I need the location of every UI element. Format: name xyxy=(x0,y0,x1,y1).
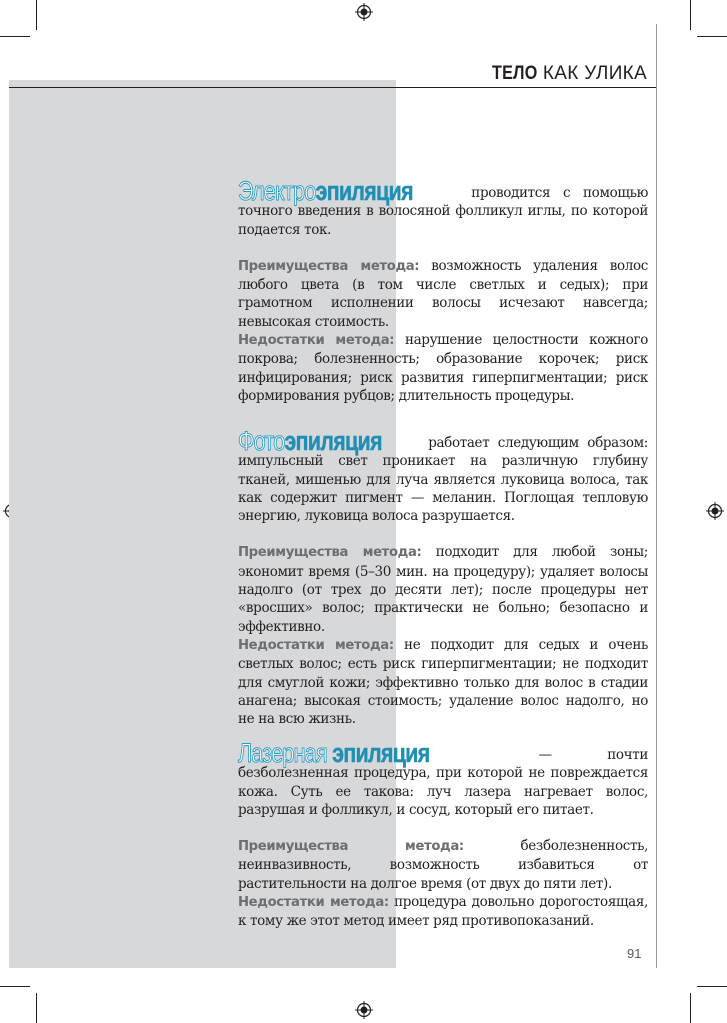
section-heading: Фотоэпиляция xyxy=(238,426,382,456)
pros-paragraph: Преимущества метода: подходит для любой зоны; экономит время (5–30 мин. на процедуру); удаляет волосы надолго (от трех до десяти лет); после процедуры нет «вросших» волос; практически не больно; безопасно и эффективно. xyxy=(238,544,648,635)
pros-paragraph: Преимущества метода: безболезненность, неинвазивность, возможность избавиться от растительности на долгое время (от двух до пяти лет). xyxy=(238,838,649,892)
cons-paragraph: Недостатки метода: не подходит для седых и очень светлых волос; есть риск гиперпигментации; не подходит для смуглой кожи; эффективно только для волос в стадии анагена; высокая стоимость; удаление волос надолго, но не на всю жизнь. xyxy=(238,636,648,728)
crop-mark xyxy=(690,0,691,30)
cons-paragraph: Недостатки метода: процедура довольно дорогостоящая, к тому же этот метод имеет ряд противопоказаний. xyxy=(238,894,648,930)
crop-mark xyxy=(36,993,37,1023)
running-head-bold: ТЕЛО xyxy=(491,63,538,84)
crop-mark xyxy=(690,993,691,1023)
page-edge-rule xyxy=(656,24,657,968)
section-heading: Электроэпиляция xyxy=(238,176,413,206)
header-rule xyxy=(9,87,656,88)
pros-paragraph: Преимущества метода: возможность удаления волос любого цвета (в том числе светлых и седых); при грамотном исполнении волосы исчезают навсегда; невысокая стоимость. xyxy=(238,257,648,330)
crop-mark xyxy=(0,986,30,987)
crop-mark xyxy=(697,986,727,987)
section-heading: Лазерная эпиляция xyxy=(238,738,430,768)
page-number: 91 xyxy=(627,946,642,961)
registration-mark-icon xyxy=(355,1001,373,1019)
section-laser xyxy=(238,738,649,931)
registration-mark-icon xyxy=(706,502,724,520)
running-head-rest: КАК УЛИКА xyxy=(537,63,647,84)
cons-paragraph: Недостатки метода: нарушение целостности кожного покрова; болезненность; образование корочек; риск инфицирования; риск развития гиперпигментации; риск формирования рубцов; длительность процедуры. xyxy=(238,332,648,404)
section-intro: Электроэпиляция проводится с помощью точного введения в волосяной фолликул иглы, по которой подается ток. xyxy=(238,176,648,238)
section-electro xyxy=(238,176,648,405)
running-head xyxy=(484,63,647,85)
crop-mark xyxy=(0,36,30,37)
section-photo xyxy=(238,426,648,728)
section-intro: Лазерная эпиляция — почти безболезненная процедура, при которой не повреждается кожа. Суть ее такова: луч лазера нагревает волос, разрушая и фолликул, и сосуд, который его питает. xyxy=(238,738,648,818)
crop-mark xyxy=(36,0,37,30)
section-intro: Фотоэпиляция работает следующим образом: импульсный свет проникает на различную глубину тканей, мишенью для луча является луковица волоса, так как содержит пигмент — меланин. Поглощая тепловую энергию, луковица волоса разрушается. xyxy=(238,426,648,525)
registration-mark-icon xyxy=(355,3,373,21)
crop-mark xyxy=(697,36,727,37)
